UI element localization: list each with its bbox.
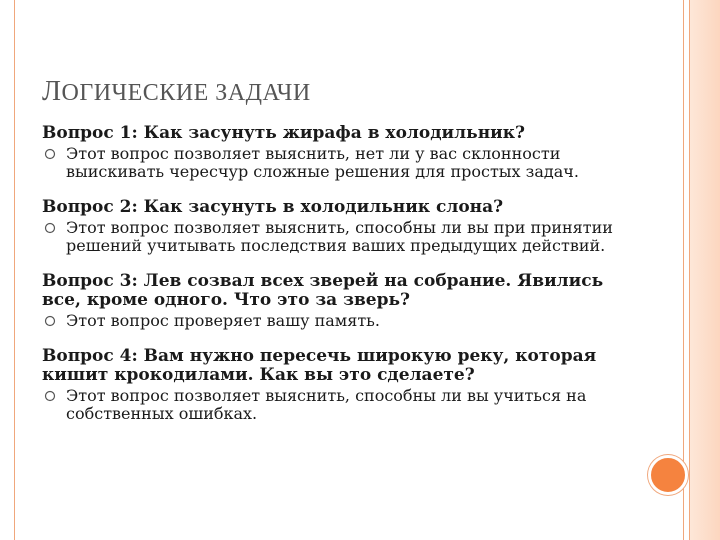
bullet-text: Этот вопрос позволяет выяснить, нет ли у вас склонности выискивать чересчур сложные решения для простых задач. [66, 144, 579, 181]
question-text: Вопрос 2: Как засунуть в холодильник слона? [42, 197, 504, 217]
circle-outline-icon [44, 222, 56, 234]
bullet-item [42, 145, 642, 181]
circle-outline-icon [44, 148, 56, 160]
bullet-text: Этот вопрос позволяет выяснить, способны ли вы учиться на собственных ошибках. [66, 386, 587, 423]
decorative-strip [689, 0, 720, 540]
slide-content [42, 124, 642, 440]
bullet-text: Этот вопрос позволяет выяснить, способны ли вы при принятии решений учитывать последствия ваших предыдущих действий. [66, 218, 613, 255]
question-block-4 [42, 347, 642, 423]
question-block-1 [42, 124, 642, 181]
bullet-item [42, 219, 642, 255]
bullet-text: Этот вопрос проверяет вашу память. [66, 311, 380, 330]
question-text: Вопрос 1: Как засунуть жирафа в холодильник? [42, 123, 525, 143]
circle-outline-icon [44, 315, 56, 327]
circle-outline-icon [44, 390, 56, 402]
slide-title: ЛОГИЧЕСКИЕ ЗАДАЧИ [42, 76, 311, 107]
question-text: Вопрос 3: Лев созвал всех зверей на собрание. Явились все, кроме одного. Что это за зверь? [42, 271, 604, 310]
question-block-3 [42, 272, 642, 330]
question-block-2 [42, 198, 642, 255]
decorative-circle [648, 455, 688, 495]
question-text: Вопрос 4: Вам нужно пересечь широкую реку, которая кишит крокодилами. Как вы это сделаете? [42, 346, 597, 385]
bullet-item [42, 312, 642, 330]
bullet-item [42, 387, 642, 423]
